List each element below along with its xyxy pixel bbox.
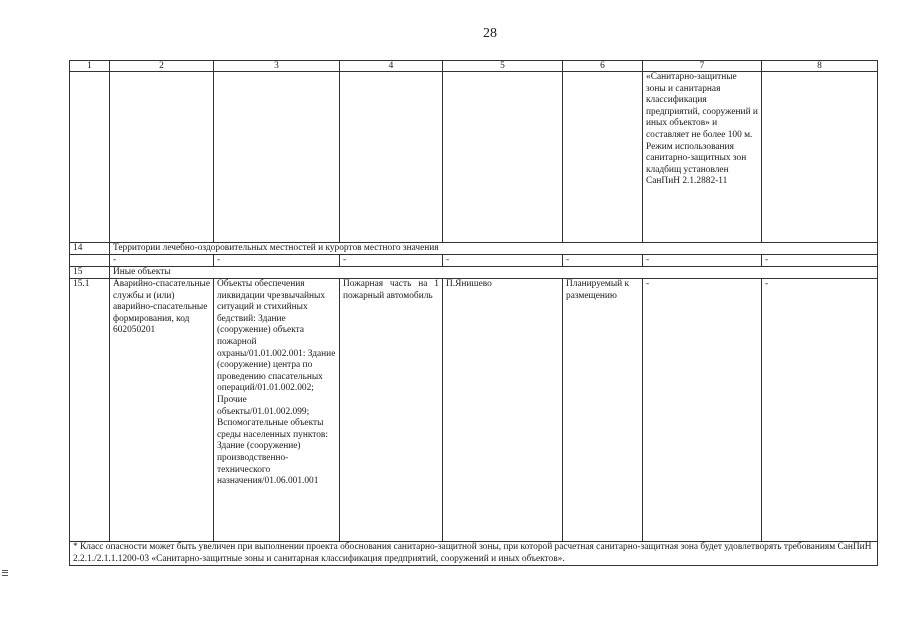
table-row-15-1 <box>70 279 878 542</box>
header-row <box>70 61 878 72</box>
row-number: 15.1 <box>70 279 110 542</box>
page-number: 28 <box>483 26 497 41</box>
table-row-section-14 <box>70 243 878 255</box>
dash-cell: - <box>443 255 563 267</box>
sanitary-zone-text: «Санитарно-защитные зоны и санитарная классификация предприятий, сооружений и иных объектов» и составляет не более 100 м. Режим использования санитарно-защитных зон кладбищ установлен СанПиН 2.1.2882-11 <box>643 72 762 243</box>
object-note: - <box>762 279 878 542</box>
header-col-2: 2 <box>110 61 214 72</box>
header-col-4: 4 <box>340 61 443 72</box>
cell-empty <box>443 72 563 243</box>
dash-cell: - <box>214 255 340 267</box>
header-col-3: 3 <box>214 61 340 72</box>
dash-cell: - <box>762 255 878 267</box>
row-number: 15 <box>70 267 110 279</box>
header-col-1: 1 <box>70 61 110 72</box>
header-col-6: 6 <box>563 61 643 72</box>
cell-empty <box>762 72 878 243</box>
row-number: 14 <box>70 243 110 255</box>
object-name: Аварийно-спасательные службы и (или) аварийно-спасательные формирования, код 602050201 <box>110 279 214 542</box>
dash-cell: - <box>110 255 214 267</box>
object-zone: - <box>643 279 762 542</box>
objects-table <box>69 60 878 566</box>
section-title: Территории лечебно-оздоровительных местностей и курортов местного значения <box>110 243 878 255</box>
margin-mark <box>2 570 8 576</box>
header-col-7: 7 <box>643 61 762 72</box>
section-title: Иные объекты <box>110 267 878 279</box>
object-location: П.Янишево <box>443 279 563 542</box>
object-status: Планируемый к размещению <box>563 279 643 542</box>
cell-empty <box>70 255 110 267</box>
cell-empty <box>70 72 110 243</box>
object-characteristics: Пожарная часть на 1 пожарный автомобиль <box>340 279 443 542</box>
header-col-8: 8 <box>762 61 878 72</box>
header-col-5: 5 <box>443 61 563 72</box>
dash-cell: - <box>563 255 643 267</box>
table-row-footnote <box>70 542 878 566</box>
footnote: * Класс опасности может быть увеличен при выполнении проекта обоснования санитарно-защитной зоны, при которой расчетная санитарно-защитная зона будет удовлетворять требованиям СанПиН 2.2.1./2.1.1.1200-03 «Санитарно-защитные зоны и санитарная классификация предприятий, сооружений и иных объектов». <box>70 542 878 566</box>
cell-empty <box>214 72 340 243</box>
cell-empty <box>110 72 214 243</box>
cell-empty <box>563 72 643 243</box>
table-row-section-14-empty <box>70 255 878 267</box>
dash-cell: - <box>643 255 762 267</box>
object-purpose: Объекты обеспечения ликвидации чрезвычайных ситуаций и стихийных бедствий: Здание (сооружение) объекта пожарной охраны/01.01.002.001: Здание (сооружение) центра по проведению спасательных операций/01.01.002.002; Прочие объекты/01.01.002.099; Вспомогательные объекты среды населенных пунктов: Здание (сооружение) производственно-технического назначения/01.06.001.001 <box>214 279 340 542</box>
table-row-sanitary-zone-continued <box>70 72 878 243</box>
table-row-section-15 <box>70 267 878 279</box>
dash-cell: - <box>340 255 443 267</box>
cell-empty <box>340 72 443 243</box>
